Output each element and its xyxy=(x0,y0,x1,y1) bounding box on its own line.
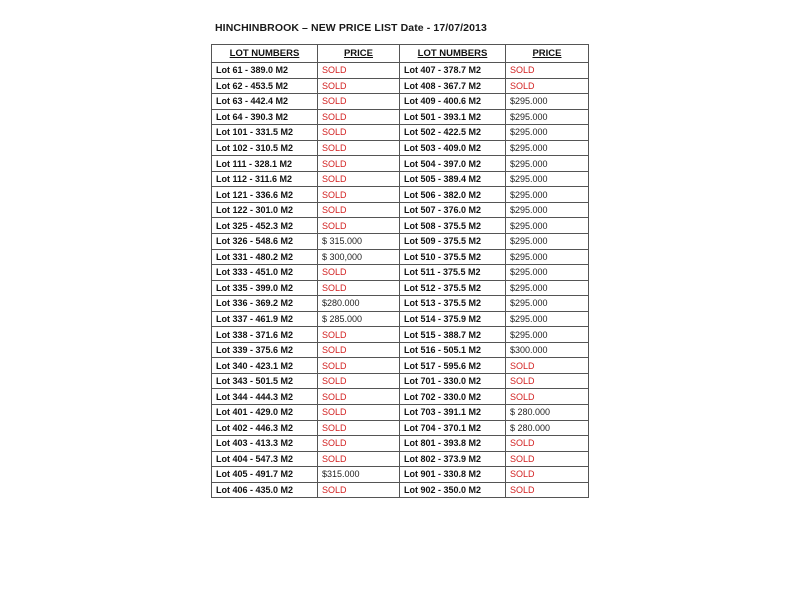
table-row xyxy=(212,171,589,187)
lot-cell-right: Lot 509 - 375.5 M2 xyxy=(400,234,506,250)
lot-cell-right: Lot 407 - 378.7 M2 xyxy=(400,63,506,79)
lot-cell-left: Lot 102 - 310.5 M2 xyxy=(212,140,318,156)
lot-cell-right: Lot 703 - 391.1 M2 xyxy=(400,405,506,421)
lot-cell-left: Lot 339 - 375.6 M2 xyxy=(212,342,318,358)
price-cell-right: $295.000 xyxy=(506,249,589,265)
price-cell-right: $295.000 xyxy=(506,265,589,281)
table-row xyxy=(212,109,589,125)
table-row xyxy=(212,187,589,203)
price-cell-right: $295.000 xyxy=(506,140,589,156)
lot-cell-left: Lot 101 - 331.5 M2 xyxy=(212,125,318,141)
lot-cell-right: Lot 513 - 375.5 M2 xyxy=(400,296,506,312)
sold-status-left: SOLD xyxy=(318,218,400,234)
lot-cell-left: Lot 112 - 311.6 M2 xyxy=(212,171,318,187)
price-cell-right: $295.000 xyxy=(506,234,589,250)
lot-cell-left: Lot 335 - 399.0 M2 xyxy=(212,280,318,296)
price-cell-right: $295.000 xyxy=(506,202,589,218)
price-cell-left: $ 315.000 xyxy=(318,234,400,250)
lot-cell-right: Lot 503 - 409.0 M2 xyxy=(400,140,506,156)
header-price-left: PRICE xyxy=(318,45,400,63)
lot-cell-right: Lot 510 - 375.5 M2 xyxy=(400,249,506,265)
lot-cell-left: Lot 406 - 435.0 M2 xyxy=(212,482,318,498)
lot-cell-left: Lot 403 - 413.3 M2 xyxy=(212,436,318,452)
lot-cell-right: Lot 512 - 375.5 M2 xyxy=(400,280,506,296)
lot-cell-right: Lot 505 - 389.4 M2 xyxy=(400,171,506,187)
lot-cell-right: Lot 502 - 422.5 M2 xyxy=(400,125,506,141)
sold-status-right: SOLD xyxy=(506,63,589,79)
price-cell-right: $295.000 xyxy=(506,311,589,327)
lot-cell-left: Lot 61 - 389.0 M2 xyxy=(212,63,318,79)
lot-cell-left: Lot 344 - 444.3 M2 xyxy=(212,389,318,405)
sold-status-left: SOLD xyxy=(318,451,400,467)
sold-status-left: SOLD xyxy=(318,280,400,296)
lot-cell-left: Lot 343 - 501.5 M2 xyxy=(212,373,318,389)
table-header-row xyxy=(212,45,589,63)
table-row xyxy=(212,140,589,156)
table-row xyxy=(212,249,589,265)
sold-status-left: SOLD xyxy=(318,265,400,281)
price-cell-right: $295.000 xyxy=(506,109,589,125)
sold-status-left: SOLD xyxy=(318,389,400,405)
sold-status-left: SOLD xyxy=(318,373,400,389)
lot-cell-right: Lot 408 - 367.7 M2 xyxy=(400,78,506,94)
lot-cell-right: Lot 802 - 373.9 M2 xyxy=(400,451,506,467)
lot-cell-right: Lot 801 - 393.8 M2 xyxy=(400,436,506,452)
lot-cell-right: Lot 409 - 400.6 M2 xyxy=(400,94,506,110)
sold-status-left: SOLD xyxy=(318,342,400,358)
table-row xyxy=(212,405,589,421)
sold-status-left: SOLD xyxy=(318,436,400,452)
price-cell-right: $ 280.000 xyxy=(506,420,589,436)
table-row xyxy=(212,389,589,405)
price-cell-right: $295.000 xyxy=(506,296,589,312)
lot-cell-right: Lot 516 - 505.1 M2 xyxy=(400,342,506,358)
price-cell-right: $ 280.000 xyxy=(506,405,589,421)
table-row xyxy=(212,63,589,79)
table-row xyxy=(212,482,589,498)
table-row xyxy=(212,311,589,327)
sold-status-right: SOLD xyxy=(506,467,589,483)
lot-cell-right: Lot 504 - 397.0 M2 xyxy=(400,156,506,172)
lot-cell-right: Lot 515 - 388.7 M2 xyxy=(400,327,506,343)
price-cell-right: $295.000 xyxy=(506,218,589,234)
lot-cell-left: Lot 405 - 491.7 M2 xyxy=(212,467,318,483)
price-cell-right: $295.000 xyxy=(506,94,589,110)
lot-cell-right: Lot 901 - 330.8 M2 xyxy=(400,467,506,483)
lot-cell-left: Lot 401 - 429.0 M2 xyxy=(212,405,318,421)
lot-cell-left: Lot 333 - 451.0 M2 xyxy=(212,265,318,281)
sold-status-right: SOLD xyxy=(506,436,589,452)
sold-status-left: SOLD xyxy=(318,156,400,172)
sold-status-left: SOLD xyxy=(318,327,400,343)
lot-cell-right: Lot 506 - 382.0 M2 xyxy=(400,187,506,203)
lot-cell-right: Lot 514 - 375.9 M2 xyxy=(400,311,506,327)
lot-cell-right: Lot 702 - 330.0 M2 xyxy=(400,389,506,405)
lot-cell-left: Lot 62 - 453.5 M2 xyxy=(212,78,318,94)
price-cell-right: $295.000 xyxy=(506,327,589,343)
table-row xyxy=(212,342,589,358)
lot-cell-left: Lot 122 - 301.0 M2 xyxy=(212,202,318,218)
table-row xyxy=(212,218,589,234)
sold-status-left: SOLD xyxy=(318,78,400,94)
price-cell-right: $295.000 xyxy=(506,125,589,141)
lot-cell-left: Lot 63 - 442.4 M2 xyxy=(212,94,318,110)
table-row xyxy=(212,202,589,218)
lot-cell-left: Lot 404 - 547.3 M2 xyxy=(212,451,318,467)
sold-status-left: SOLD xyxy=(318,420,400,436)
sold-status-left: SOLD xyxy=(318,109,400,125)
sold-status-right: SOLD xyxy=(506,389,589,405)
sold-status-right: SOLD xyxy=(506,358,589,374)
sold-status-left: SOLD xyxy=(318,140,400,156)
header-lot-numbers-right: LOT NUMBERS xyxy=(400,45,506,63)
price-cell-left: $ 300,000 xyxy=(318,249,400,265)
lot-cell-right: Lot 517 - 595.6 M2 xyxy=(400,358,506,374)
table-row xyxy=(212,296,589,312)
table-row xyxy=(212,94,589,110)
document-title: HINCHINBROOK – NEW PRICE LIST Date - 17/07/2013 xyxy=(215,22,487,34)
price-cell-right: $295.000 xyxy=(506,171,589,187)
lot-cell-left: Lot 338 - 371.6 M2 xyxy=(212,327,318,343)
lot-cell-right: Lot 501 - 393.1 M2 xyxy=(400,109,506,125)
lot-cell-right: Lot 701 - 330.0 M2 xyxy=(400,373,506,389)
price-cell-left: $315.000 xyxy=(318,467,400,483)
sold-status-right: SOLD xyxy=(506,78,589,94)
lot-cell-left: Lot 340 - 423.1 M2 xyxy=(212,358,318,374)
lot-cell-left: Lot 331 - 480.2 M2 xyxy=(212,249,318,265)
lot-cell-left: Lot 337 - 461.9 M2 xyxy=(212,311,318,327)
price-cell-left: $ 285.000 xyxy=(318,311,400,327)
table-row xyxy=(212,156,589,172)
sold-status-left: SOLD xyxy=(318,202,400,218)
price-list-table xyxy=(211,44,589,498)
sold-status-left: SOLD xyxy=(318,94,400,110)
table-row xyxy=(212,280,589,296)
lot-cell-right: Lot 508 - 375.5 M2 xyxy=(400,218,506,234)
sold-status-left: SOLD xyxy=(318,125,400,141)
lot-cell-left: Lot 111 - 328.1 M2 xyxy=(212,156,318,172)
table-row xyxy=(212,125,589,141)
lot-cell-right: Lot 704 - 370.1 M2 xyxy=(400,420,506,436)
table-row xyxy=(212,265,589,281)
lot-cell-left: Lot 64 - 390.3 M2 xyxy=(212,109,318,125)
lot-cell-left: Lot 402 - 446.3 M2 xyxy=(212,420,318,436)
lot-cell-right: Lot 902 - 350.0 M2 xyxy=(400,482,506,498)
sold-status-left: SOLD xyxy=(318,405,400,421)
lot-cell-left: Lot 326 - 548.6 M2 xyxy=(212,234,318,250)
table-row xyxy=(212,436,589,452)
sold-status-right: SOLD xyxy=(506,451,589,467)
lot-cell-left: Lot 121 - 336.6 M2 xyxy=(212,187,318,203)
price-cell-right: $300.000 xyxy=(506,342,589,358)
table-row xyxy=(212,358,589,374)
table-row xyxy=(212,373,589,389)
sold-status-left: SOLD xyxy=(318,171,400,187)
header-lot-numbers-left: LOT NUMBERS xyxy=(212,45,318,63)
price-cell-right: $295.000 xyxy=(506,187,589,203)
table-row xyxy=(212,234,589,250)
header-price-right: PRICE xyxy=(506,45,589,63)
table-row xyxy=(212,467,589,483)
sold-status-left: SOLD xyxy=(318,482,400,498)
lot-cell-left: Lot 336 - 369.2 M2 xyxy=(212,296,318,312)
sold-status-left: SOLD xyxy=(318,358,400,374)
lot-cell-right: Lot 511 - 375.5 M2 xyxy=(400,265,506,281)
table-row xyxy=(212,420,589,436)
lot-cell-left: Lot 325 - 452.3 M2 xyxy=(212,218,318,234)
price-cell-left: $280.000 xyxy=(318,296,400,312)
price-cell-right: $295.000 xyxy=(506,156,589,172)
sold-status-left: SOLD xyxy=(318,187,400,203)
price-cell-right: $295.000 xyxy=(506,280,589,296)
table-row xyxy=(212,78,589,94)
table-row xyxy=(212,451,589,467)
lot-cell-right: Lot 507 - 376.0 M2 xyxy=(400,202,506,218)
sold-status-left: SOLD xyxy=(318,63,400,79)
table-row xyxy=(212,327,589,343)
sold-status-right: SOLD xyxy=(506,482,589,498)
sold-status-right: SOLD xyxy=(506,373,589,389)
